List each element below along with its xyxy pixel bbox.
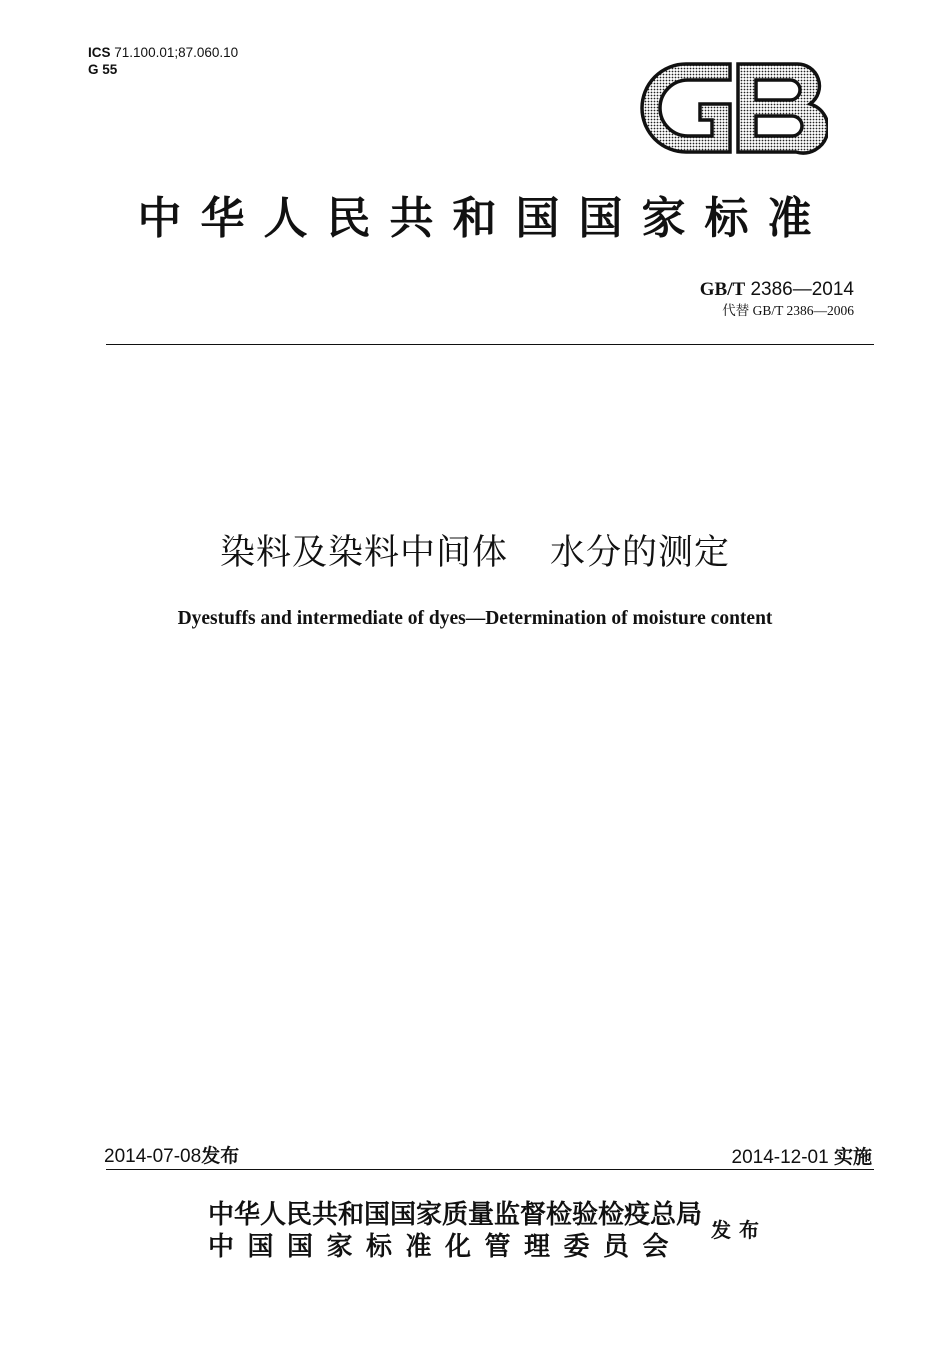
- logo-text: GB: [733, 116, 735, 117]
- issue-label: 发布: [201, 1145, 240, 1167]
- implement-date: 2014-12-01: [731, 1147, 829, 1168]
- ics-block: [88, 44, 238, 78]
- issuer-aqsiq: 中华人民共和国国家质量监督检验检疫总局: [208, 1200, 703, 1230]
- gb-logo: [638, 58, 828, 158]
- document-title-zh-part1: 染料及染料中间体: [219, 533, 508, 573]
- issue-date: 2014-07-08: [104, 1146, 202, 1167]
- bottom-divider: [106, 1169, 874, 1170]
- implement-label: 实施: [833, 1146, 872, 1168]
- ccs-code: G 55: [88, 62, 118, 77]
- issue-word: 发布: [711, 1218, 767, 1242]
- ics-codes: 71.100.01;87.060.10: [114, 45, 239, 60]
- document-title-zh: [0, 525, 950, 575]
- document-title-zh-part2: 水分的测定: [550, 533, 731, 573]
- issuer-sac: 中国国家标准化管理委员会: [208, 1232, 683, 1262]
- issue-date-block: [104, 1141, 239, 1168]
- ics-label: ICS: [88, 45, 111, 60]
- standard-type-title: 中华人民共和国国家标准: [137, 193, 831, 244]
- standard-code: [700, 279, 854, 301]
- issuers-block: [208, 1199, 702, 1263]
- standard-code-prefix: GB/T: [699, 279, 746, 300]
- ics-line: [88, 44, 238, 61]
- replaces-code: 代替 GB/T 2386—2006: [722, 303, 854, 318]
- document-title-en: Dyestuffs and intermediate of dyes—Determination of moisture content: [177, 608, 773, 629]
- standard-code-block: [700, 279, 854, 320]
- standard-code-number: 2386—2014: [750, 279, 854, 300]
- implement-date-block: [732, 1142, 873, 1169]
- top-divider: [106, 344, 874, 345]
